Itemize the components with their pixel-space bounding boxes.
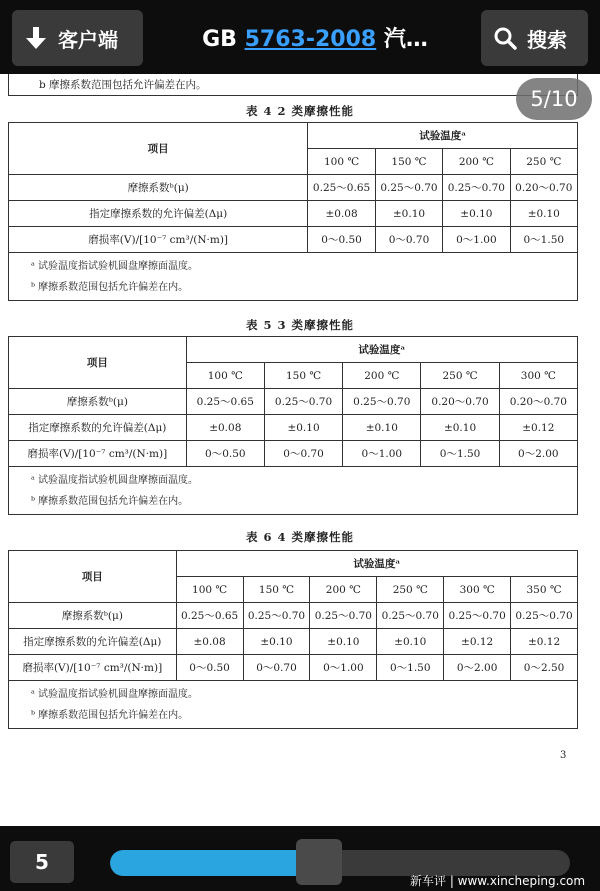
table-row xyxy=(9,201,578,227)
table-cell: 0.25～0.70 xyxy=(375,175,442,201)
table-cell: 0～1.00 xyxy=(443,227,510,253)
temperature-column-header: 250 ℃ xyxy=(510,149,577,175)
table-cell: ±0.10 xyxy=(310,629,377,655)
table-cell: ±0.10 xyxy=(443,201,510,227)
temperature-column-header: 200 ℃ xyxy=(443,149,510,175)
row-label: 磨损率(V)/[10⁻⁷ cm³/(N·m)] xyxy=(9,655,177,681)
search-button-label: 搜索 xyxy=(527,27,567,52)
table-cell: 0～0.50 xyxy=(186,441,264,467)
table-cell: 0～0.70 xyxy=(375,227,442,253)
temperature-header: 试验温度ᵃ xyxy=(176,551,577,577)
table-cell: 0.20～0.70 xyxy=(510,175,577,201)
temperature-column-header: 350 ℃ xyxy=(511,577,578,603)
table-cell: 0.25～0.70 xyxy=(443,175,510,201)
download-icon xyxy=(24,25,48,51)
client-button-label: 客户端 xyxy=(58,27,118,52)
page-slider-thumb[interactable] xyxy=(296,839,342,885)
table-cell: ±0.10 xyxy=(243,629,310,655)
temperature-header: 试验温度ᵃ xyxy=(186,337,577,363)
table-cell: 0.25～0.70 xyxy=(377,603,444,629)
temperature-column-header: 150 ℃ xyxy=(375,149,442,175)
row-label: 指定摩擦系数的允许偏差(Δμ) xyxy=(9,201,308,227)
note-b: ᵇ 摩擦系数范围包括允许偏差在内。 xyxy=(31,495,189,507)
temperature-column-header: 250 ℃ xyxy=(421,363,499,389)
table-cell: 0～2.00 xyxy=(444,655,511,681)
title-link[interactable]: 5763-2008 xyxy=(244,27,377,52)
table-cell: 0～1.00 xyxy=(310,655,377,681)
table-cell: ±0.08 xyxy=(308,201,375,227)
table-cell: 0.20～0.70 xyxy=(499,389,577,415)
table-cell: 0.25～0.70 xyxy=(264,389,342,415)
row-label: 指定摩擦系数的允许偏差(Δμ) xyxy=(9,629,177,655)
temperature-header: 试验温度ᵃ xyxy=(308,123,578,149)
table-row xyxy=(9,603,578,629)
note-a: ᵃ 试验温度指试验机圆盘摩擦面温度。 xyxy=(31,260,199,272)
temperature-column-header: 100 ℃ xyxy=(176,577,243,603)
table-row xyxy=(9,629,578,655)
table-cell: 0～2.00 xyxy=(499,441,577,467)
table-5 xyxy=(8,336,578,515)
temperature-column-header: 300 ℃ xyxy=(444,577,511,603)
note-b: ᵇ 摩擦系数范围包括允许偏差在内。 xyxy=(31,281,189,293)
table-cell: 0.25～0.70 xyxy=(243,603,310,629)
table-row xyxy=(9,655,578,681)
table-cell: 0.25～0.65 xyxy=(186,389,264,415)
table-cell: 0～0.70 xyxy=(243,655,310,681)
temperature-column-header: 150 ℃ xyxy=(243,577,310,603)
item-header: 项目 xyxy=(9,337,187,389)
temperature-column-header: 200 ℃ xyxy=(310,577,377,603)
table-cell: ±0.08 xyxy=(186,415,264,441)
table-cell: 0.25～0.65 xyxy=(176,603,243,629)
table-cell: ±0.10 xyxy=(343,415,421,441)
table-cell: ±0.08 xyxy=(176,629,243,655)
table-cell: 0.25～0.65 xyxy=(308,175,375,201)
page-indicator: 5/10 xyxy=(516,78,592,120)
table-row xyxy=(9,441,578,467)
table-notes xyxy=(9,681,578,729)
note-a: ᵃ 试验温度指试验机圆盘摩擦面温度。 xyxy=(31,474,199,486)
item-header: 项目 xyxy=(9,123,308,175)
table-cell: ±0.12 xyxy=(444,629,511,655)
table-cell: ±0.12 xyxy=(511,629,578,655)
page-number-input[interactable]: 5 xyxy=(10,841,74,883)
temperature-column-header: 300 ℃ xyxy=(499,363,577,389)
table-cell: 0.25～0.70 xyxy=(343,389,421,415)
table-5-caption: 表 5 3 类摩擦性能 xyxy=(245,318,354,332)
temperature-column-header: 150 ℃ xyxy=(264,363,342,389)
table-cell: ±0.12 xyxy=(499,415,577,441)
row-label: 磨损率(V)/[10⁻⁷ cm³/(N·m)] xyxy=(9,227,308,253)
search-icon xyxy=(493,26,517,50)
top-bar xyxy=(0,0,600,74)
watermark: 新车评 | www.xincheping.com xyxy=(410,874,586,888)
temperature-column-header: 100 ℃ xyxy=(308,149,375,175)
title-prefix: GB xyxy=(202,27,245,52)
table-cell: ±0.10 xyxy=(264,415,342,441)
search-button[interactable] xyxy=(481,10,588,66)
table-row xyxy=(9,227,578,253)
table-cell: ±0.10 xyxy=(377,629,444,655)
row-label: 摩擦系数ᵇ(μ) xyxy=(9,603,177,629)
table-4-caption: 表 4 2 类摩擦性能 xyxy=(245,104,354,118)
table-cell: 0.25～0.70 xyxy=(310,603,377,629)
table-6-caption: 表 6 4 类摩擦性能 xyxy=(245,530,354,544)
table-notes xyxy=(9,467,578,515)
table-cell: ±0.10 xyxy=(510,201,577,227)
note-a: ᵃ 试验温度指试验机圆盘摩擦面温度。 xyxy=(31,688,199,700)
table-cell: 0～2.50 xyxy=(511,655,578,681)
row-label: 磨损率(V)/[10⁻⁷ cm³/(N·m)] xyxy=(9,441,187,467)
temperature-column-header: 100 ℃ xyxy=(186,363,264,389)
table-6 xyxy=(8,550,578,729)
table-cell: ±0.10 xyxy=(421,415,499,441)
table-row xyxy=(9,389,578,415)
row-label: 指定摩擦系数的允许偏差(Δμ) xyxy=(9,415,187,441)
note-b: ᵇ 摩擦系数范围包括允许偏差在内。 xyxy=(31,709,189,721)
table-row xyxy=(9,175,578,201)
table-notes xyxy=(9,253,578,301)
table-cell: 0～1.50 xyxy=(421,441,499,467)
client-button[interactable] xyxy=(12,10,143,66)
document-page xyxy=(0,74,600,826)
table-cell: ±0.10 xyxy=(375,201,442,227)
table-4 xyxy=(8,122,578,301)
table-cell: 0.20～0.70 xyxy=(421,389,499,415)
document-title xyxy=(160,22,470,53)
table-cell: 0～0.50 xyxy=(308,227,375,253)
document-page-number: 3 xyxy=(560,750,567,761)
table-cell: 0.25～0.70 xyxy=(511,603,578,629)
table-cell: 0～1.00 xyxy=(343,441,421,467)
title-suffix: 汽… xyxy=(376,27,428,52)
item-header: 项目 xyxy=(9,551,177,603)
table-row xyxy=(9,415,578,441)
previous-table-note: b 摩擦系数范围包括允许偏差在内。 xyxy=(8,74,578,96)
temperature-column-header: 200 ℃ xyxy=(343,363,421,389)
table-cell: 0～0.50 xyxy=(176,655,243,681)
table-cell: 0～0.70 xyxy=(264,441,342,467)
temperature-column-header: 250 ℃ xyxy=(377,577,444,603)
table-cell: 0～1.50 xyxy=(377,655,444,681)
bottom-bar xyxy=(0,826,600,891)
row-label: 摩擦系数ᵇ(μ) xyxy=(9,175,308,201)
table-cell: 0.25～0.70 xyxy=(444,603,511,629)
table-cell: 0～1.50 xyxy=(510,227,577,253)
row-label: 摩擦系数ᵇ(μ) xyxy=(9,389,187,415)
